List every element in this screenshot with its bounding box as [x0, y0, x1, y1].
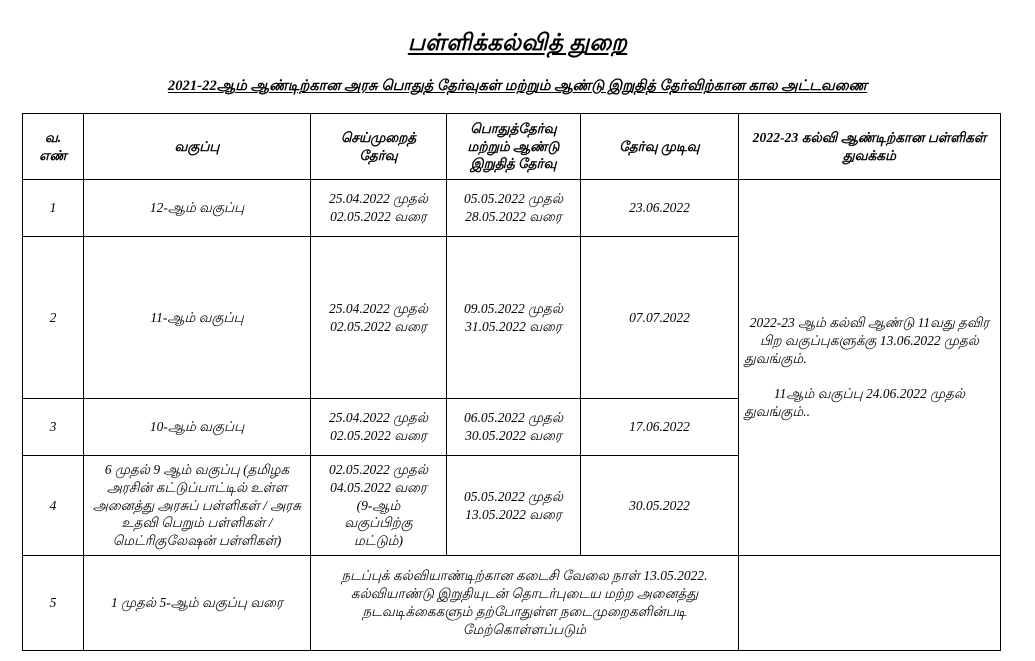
row-public-dates	[447, 237, 581, 399]
public-date-to: 13.05.2022 வரை	[465, 506, 562, 522]
reopen-note-1: 2022-23 ஆம் கல்வி ஆண்டு 11வது தவிர பிற வகுப்புகளுக்கு 13.06.2022 முதல் துவங்கும்.	[744, 315, 990, 367]
row-class: 10-ஆம் வகுப்பு	[84, 399, 311, 456]
practical-date-from: 25.04.2022 முதல்	[328, 410, 429, 426]
table-row	[23, 180, 1001, 237]
row-practical-dates	[311, 456, 447, 556]
row-sno: 3	[23, 399, 84, 456]
practical-note-line3: மட்டும்)	[353, 533, 404, 549]
row-class: 1 முதல் 5-ஆம் வகுப்பு வரை	[84, 556, 311, 651]
public-date-to: 28.05.2022 வரை	[465, 209, 562, 224]
row-public-dates	[447, 456, 581, 556]
header-sno-line2: எண்	[39, 147, 67, 163]
practical-date-from: 25.04.2022 முதல்	[328, 300, 429, 316]
header-public-line3: இறுதித் தேர்வு	[470, 156, 557, 172]
page-subtitle: 2021-22ஆம் ஆண்டிற்கான அரசு பொதுத் தேர்வுகள் மற்றும் ஆண்டு இறுதித் தேர்விற்கான கால அட்டவணை	[167, 78, 868, 94]
practical-note-line2: வகுப்பிற்கு	[344, 515, 413, 531]
public-date-from: 05.05.2022 முதல்	[463, 191, 564, 207]
public-date-to: 30.05.2022 வரை	[465, 428, 562, 443]
practical-note-line1: (9-ஆம்	[356, 497, 401, 513]
reopen-note-2: 11ஆம் வகுப்பு 24.06.2022 முதல் துவங்கும்..	[744, 385, 966, 419]
practical-date-from: 02.05.2022 முதல்	[328, 461, 429, 477]
row-result-date: 07.07.2022	[581, 237, 739, 399]
row-sno: 2	[23, 237, 84, 399]
exam-schedule-table	[22, 113, 1001, 651]
header-result: தேர்வு முடிவு	[581, 114, 739, 180]
header-practical-line1: செய்முறைத்	[340, 129, 417, 145]
reopen-empty-cell	[739, 556, 1001, 651]
header-sno	[23, 114, 84, 180]
public-date-from: 09.05.2022 முதல்	[463, 300, 564, 316]
row-sno: 1	[23, 180, 84, 237]
row-result-date: 30.05.2022	[581, 456, 739, 556]
row-practical-dates	[311, 237, 447, 399]
row-practical-dates	[311, 180, 447, 237]
table-row	[23, 556, 1001, 651]
public-date-from: 05.05.2022 முதல்	[463, 488, 564, 504]
row-class: 11-ஆம் வகுப்பு	[84, 237, 311, 399]
practical-date-to: 02.05.2022 வரை	[330, 318, 427, 334]
row-class: 12-ஆம் வகுப்பு	[84, 180, 311, 237]
practical-date-to: 04.05.2022 வரை	[330, 479, 427, 495]
header-public-exam	[447, 114, 581, 180]
row-public-dates	[447, 180, 581, 237]
table-header-row	[23, 114, 1001, 180]
row-sno: 4	[23, 456, 84, 556]
row-public-dates	[447, 399, 581, 456]
row-practical-dates	[311, 399, 447, 456]
header-practical-line2: தேர்வு	[359, 147, 398, 163]
row-sno: 5	[23, 556, 84, 651]
header-public-line1: பொதுத்தேர்வு	[470, 120, 557, 136]
practical-date-to: 02.05.2022 வரை	[330, 209, 427, 224]
header-public-line2: மற்றும் ஆண்டு	[467, 138, 560, 154]
page-title: பள்ளிக்கல்வித் துறை	[407, 30, 628, 55]
row-class: 6 முதல் 9 ஆம் வகுப்பு (தமிழக அரசின் கட்டுப்பாட்டில் உள்ள அனைத்து அரசுப் பள்ளிகள் / அரசு உதவி பெறும் பள்ளிகள் / மெட்ரிகுலேஷன் பள்ளிகள்)	[84, 456, 311, 556]
header-sno-line1: வ.	[44, 129, 62, 145]
row-result-date: 17.06.2022	[581, 399, 739, 456]
header-class: வகுப்பு	[84, 114, 311, 180]
row-result-date: 23.06.2022	[581, 180, 739, 237]
public-date-from: 06.05.2022 முதல்	[463, 410, 564, 426]
practical-date-from: 25.04.2022 முதல்	[328, 191, 429, 207]
row-closing-note: நடப்புக் கல்வியாண்டிற்கான கடைசி வேலை நாள் 13.05.2022. கல்வியாண்டு இறுதியுடன் தொடர்புடைய மற்ற அனைத்து நடவடிக்கைகளும் தற்போதுள்ள நடைமுறைகளின்படி மேற்கொள்ளப்படும்	[311, 556, 739, 651]
header-practical-exam	[311, 114, 447, 180]
header-school-reopen: 2022-23 கல்வி ஆண்டிற்கான பள்ளிகள் துவக்கம்	[739, 114, 1001, 180]
practical-date-to: 02.05.2022 வரை	[330, 428, 427, 443]
school-reopen-notes	[739, 180, 1001, 556]
public-date-to: 31.05.2022 வரை	[465, 318, 562, 334]
